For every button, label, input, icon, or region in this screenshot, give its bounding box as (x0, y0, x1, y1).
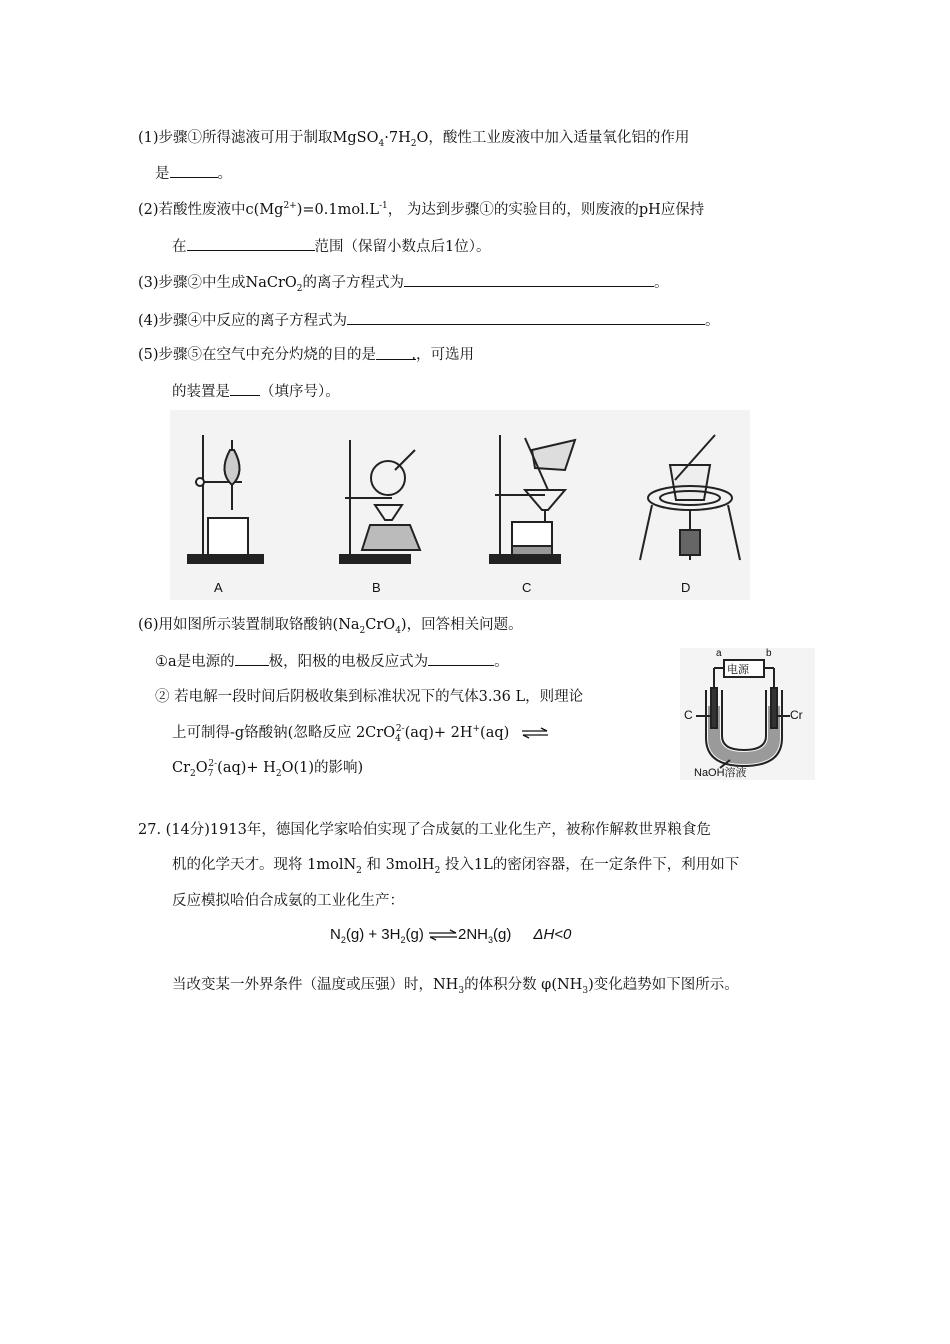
cell-left-electrode: C (684, 708, 693, 722)
label-c: C (522, 580, 532, 595)
q5-line1: (5)步骤⑤在空气中充分灼烧的目的是 .，可选用 (138, 347, 475, 363)
haber-equation: $N_2(g) + 3H_2(g)$ $2NH_3(g)$ ΔH<0 (330, 926, 572, 945)
electrolysis-figure (680, 648, 815, 780)
blank[interactable] (235, 651, 269, 666)
blank[interactable] (187, 236, 315, 251)
cell-solution-label: NaOH溶液 (694, 767, 747, 779)
blank[interactable] (428, 651, 494, 666)
q5-line2: 的装置是 （填序号）。 (172, 381, 340, 402)
label-a: A (214, 580, 223, 595)
cell-b-label: b (766, 648, 772, 659)
blank[interactable]: . (376, 345, 416, 360)
blank[interactable] (170, 163, 218, 178)
label-d: D (681, 580, 691, 595)
q6-intro: (6)用如图所示装置制取铬酸钠$(Na_2CrO_4)$，回答相关问题。 (138, 617, 523, 636)
equilibrium-arrow-icon (520, 727, 550, 739)
q6-part4: $Cr_2O_7^{2-}(aq)+ H_2O(1)$的影响) (172, 759, 364, 779)
q2-line2: 在 范围（保留小数点后1位）。 (172, 236, 490, 257)
q2-line1: (2)若酸性废液中$c(Mg^{2+})=0.1mol.L^{-1}$， 为达到步骤①的实验目的，则废液的pH应保持 (138, 201, 705, 218)
blank[interactable] (404, 272, 654, 287)
q6-part2: ② 若电解一段时间后阴极收集到标准状况下的气体3.36 L，则理论 (155, 689, 584, 705)
label-b: B (372, 580, 381, 595)
q27-line1: 27. (14分)1913年，德国化学家哈伯实现了合成氨的工业化生产，被称作解救世界粮食危 (138, 822, 711, 838)
blank[interactable] (230, 381, 260, 396)
apparatus-figure (170, 410, 750, 600)
cell-a-label: a (716, 648, 722, 659)
equilibrium-arrow-icon (428, 929, 458, 941)
q1-line1: (1)步骤①所得滤液可用于制取$MgSO_4\cdot 7H_2O$，酸性工业废液中加入适量氧化铝的作用 (138, 130, 690, 149)
q6-part1: ①a是电源的 极，阳极的电极反应式为 。 (155, 651, 509, 672)
cell-source-label: 电源 (727, 664, 749, 676)
blank[interactable] (347, 310, 705, 325)
q3-line: (3)步骤②中生成NaCrO$_2$的离子方程式为 。 (138, 272, 669, 293)
q6-part3: 上可制得-g铬酸钠(忽略反应 2CrO$_4^{2-}$(aq)+ 2H+(aq) (172, 723, 550, 743)
q4-line: (4)步骤④中反应的离子方程式为 。 (138, 310, 720, 331)
apparatus-drawing (170, 410, 750, 600)
q27-line4: 当改变某一外界条件（温度或压强）时，$NH_3$的体积分数 $\varphi(NH_3)$变化趋势如下图所示。 (172, 977, 739, 996)
q1-line2: 是 。 (155, 163, 232, 184)
q27-line2: 机的化学天才。现将 1molN$_2$ 和 3molH$_2$ 投入1L的密闭容器，在一定条件下，利用如下 (172, 857, 740, 876)
cell-right-electrode: Cr (790, 708, 803, 722)
q27-line3: 反应模拟哈伯合成氨的工业化生产： (172, 893, 404, 909)
